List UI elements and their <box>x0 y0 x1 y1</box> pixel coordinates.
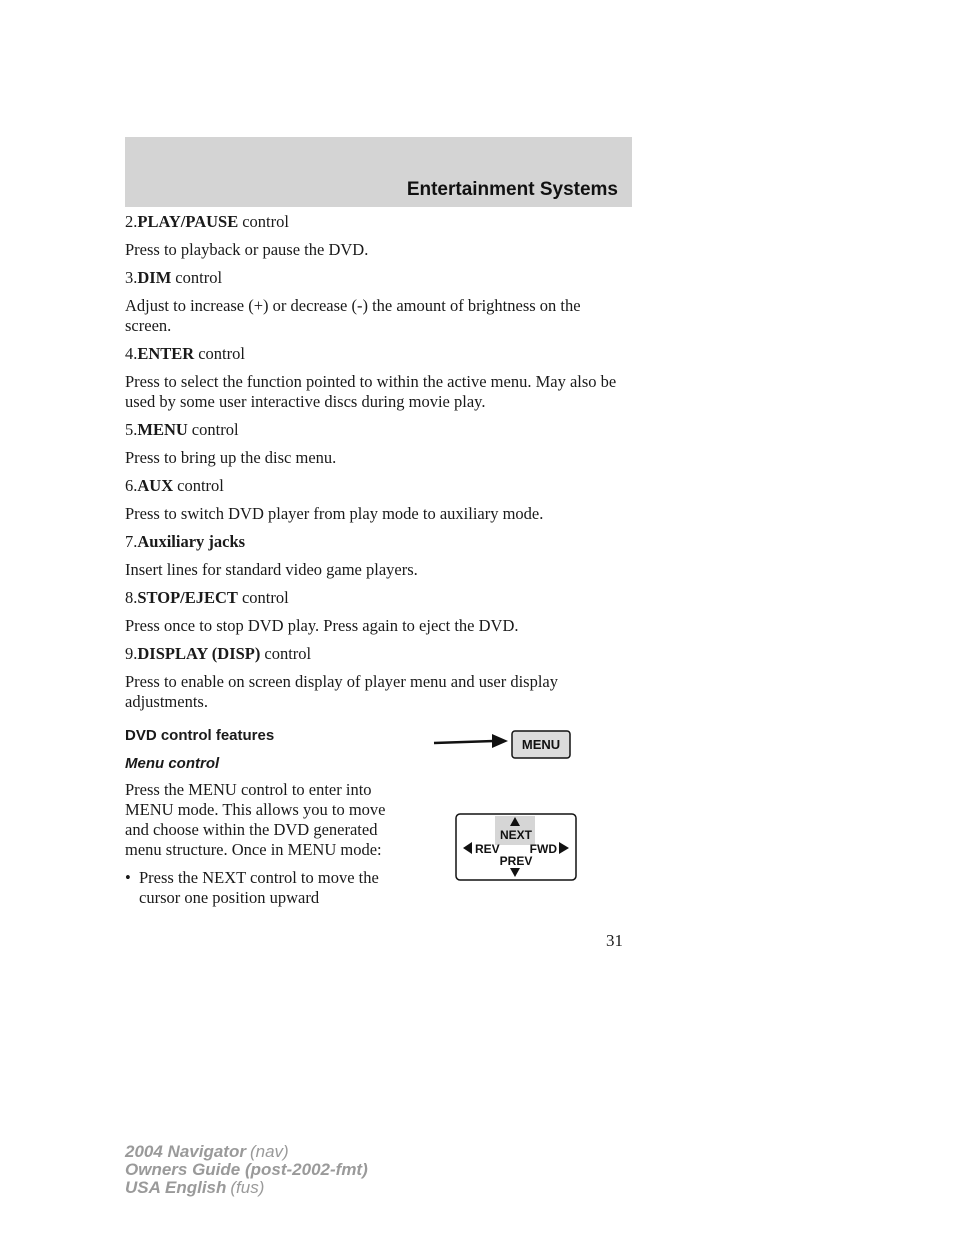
menu-intro: Press the MENU control to enter into MENU mode. This allows you to move and choose within the DVD generated menu structure. Once in MENU mode: <box>125 780 386 859</box>
footer-line-2 <box>125 1161 368 1179</box>
section-header-band <box>125 137 632 207</box>
fwd-label: FWD <box>529 842 557 856</box>
item-number: 8. <box>125 588 138 607</box>
rev-label: REV <box>475 842 500 856</box>
bullet-dot: • <box>125 868 131 887</box>
item-label: Auxiliary jacks <box>137 532 246 551</box>
menu-button-label: MENU <box>521 737 561 752</box>
footer-line-3 <box>125 1179 368 1197</box>
section-heading: DVD control features <box>125 727 275 744</box>
control-item-heading <box>125 532 625 552</box>
control-item-description: Press to select the function pointed to within the active menu. May also be used by some user interactive discs during movie play. <box>125 372 617 411</box>
item-number: 7. <box>125 532 138 551</box>
menu-control-text <box>125 780 387 908</box>
item-label: ENTER <box>137 344 195 363</box>
bullet-item <box>125 868 387 908</box>
footer-model-code: (nav) <box>249 1142 289 1161</box>
control-item-heading <box>125 268 625 288</box>
item-label: DIM <box>137 268 172 287</box>
control-list <box>125 212 625 712</box>
item-number: 2. <box>125 212 138 231</box>
item-suffix: control <box>241 588 289 607</box>
control-item-description: Press to bring up the disc menu. <box>125 448 337 467</box>
section-header-title: Entertainment Systems <box>406 179 618 200</box>
item-suffix: control <box>264 644 312 663</box>
control-item-heading <box>125 588 625 608</box>
bullet-text: Press the NEXT control to move the cursor one position upward <box>139 868 379 907</box>
footer-language-code: (fus) <box>230 1178 265 1197</box>
control-item-description: Press to switch DVD player from play mode to auxiliary mode. <box>125 504 544 523</box>
item-suffix: control <box>242 212 289 231</box>
footer-model: 2004 Navigator <box>125 1142 246 1161</box>
control-item-heading <box>125 644 625 664</box>
control-item-description: Press to enable on screen display of player menu and user display adjustments. <box>125 672 559 711</box>
footer-language: USA English <box>125 1178 227 1197</box>
item-number: 4. <box>125 344 138 363</box>
item-label: DISPLAY (DISP) <box>137 644 261 663</box>
control-item-heading <box>125 420 625 440</box>
page-content <box>125 212 625 908</box>
pointer-arrow-line <box>434 741 494 743</box>
item-number: 9. <box>125 644 138 663</box>
control-item-heading <box>125 212 625 232</box>
item-suffix: control <box>177 476 224 495</box>
navigation-pad-figure <box>455 813 579 883</box>
item-label: STOP/EJECT <box>137 588 238 607</box>
item-label: PLAY/PAUSE <box>137 212 239 231</box>
menu-button-figure <box>432 728 574 762</box>
item-number: 5. <box>125 420 138 439</box>
item-suffix: control <box>175 268 223 287</box>
prev-label: PREV <box>499 854 533 868</box>
pointer-arrow-head <box>492 734 508 748</box>
next-label: NEXT <box>499 828 533 842</box>
item-label: AUX <box>137 476 174 495</box>
subsection-heading: Menu control <box>125 755 220 772</box>
control-item-description: Press to playback or pause the DVD. <box>125 240 369 259</box>
item-label: MENU <box>137 420 188 439</box>
item-number: 6. <box>125 476 138 495</box>
footer-line-1 <box>125 1143 368 1161</box>
control-item-description: Press once to stop DVD play. Press again to eject the DVD. <box>125 616 519 635</box>
control-item-heading <box>125 344 625 364</box>
item-number: 3. <box>125 268 138 287</box>
control-item-description: Insert lines for standard video game players. <box>125 560 418 579</box>
item-suffix: control <box>198 344 245 363</box>
control-item-heading <box>125 476 625 496</box>
page-number: 31 <box>606 931 623 950</box>
document-footer <box>125 1143 368 1197</box>
footer-guide: Owners Guide (post-2002-fmt) <box>125 1160 368 1179</box>
item-suffix: control <box>191 420 239 439</box>
control-item-description: Adjust to increase (+) or decrease (-) the amount of brightness on the screen. <box>125 296 581 335</box>
